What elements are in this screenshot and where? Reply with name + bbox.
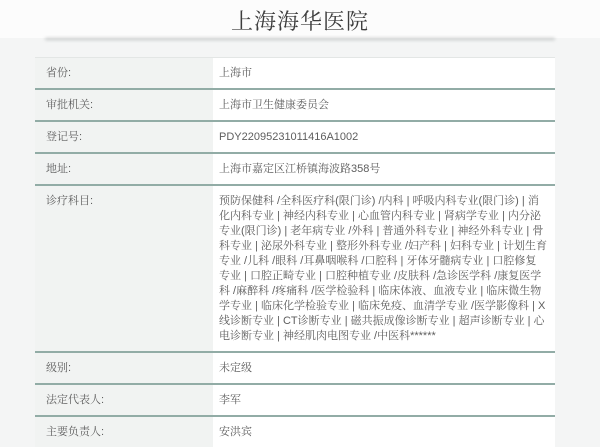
table-row-legal-representative [35,384,555,416]
table-row-province [35,58,555,90]
table-row-medical-subjects [35,185,555,352]
field-value: 预防保健科 /全科医疗科(限门诊) /内科 | 呼吸内科专业(限门诊) | 消化内科专业 | 神经内科专业 | 心血管内科专业 | 肾病学专业 | 内分泌专业(限门诊) | 老年病专业 /外科 | 普通外科专业 | 神经外科专业 | 骨科专业 | 泌尿外科专业 | 整形外科专业 /妇产科 | 妇科专业 | 计划生育专业 /儿科 /眼科 /耳鼻咽喉科 /口腔科 | 牙体牙髓病专业 | 口腔修复专业 | 口腔正畸专业 | 口腔种植专业 /皮肤科 /急诊医学科 /康复医学科 /麻醉科 /疼痛科 /医学检验科 | 临床体液、血液专业 | 临床微生物学专业 | 临床化学检验专业 | 临床免疫、血清学专业 /医学影像科 | X线诊断专业 | CT诊断专业 | 磁共振成像诊断专业 | 超声诊断专业 | 心电诊断专业 | 神经肌肉电图专业 /中医科****** [213,185,555,352]
field-value: 上海市嘉定区江桥镇海波路358号 [213,153,555,185]
field-value: 安洪宾 [213,416,555,447]
field-label: 登记号: [35,121,213,153]
table-row-registration-number [35,121,555,153]
header-divider [45,38,555,40]
field-label: 级别: [35,352,213,384]
table-row-address [35,153,555,185]
field-label: 诊疗科目: [35,185,213,352]
field-label: 法定代表人: [35,384,213,416]
field-label: 省份: [35,58,213,90]
field-label: 主要负责人: [35,416,213,447]
field-label: 审批机关: [35,89,213,121]
field-value: 上海市卫生健康委员会 [213,89,555,121]
table-row-level [35,352,555,384]
field-value: PDY22095231011416A1002 [213,121,555,153]
field-label: 地址: [35,153,213,185]
table-row-approval-authority [35,89,555,121]
field-value: 李军 [213,384,555,416]
page-title: 上海海华医院 [230,9,369,34]
field-value: 上海市 [213,58,555,90]
page-header [0,0,600,38]
table-row-person-in-charge [35,416,555,447]
field-value: 未定级 [213,352,555,384]
hospital-info-table [35,57,555,447]
